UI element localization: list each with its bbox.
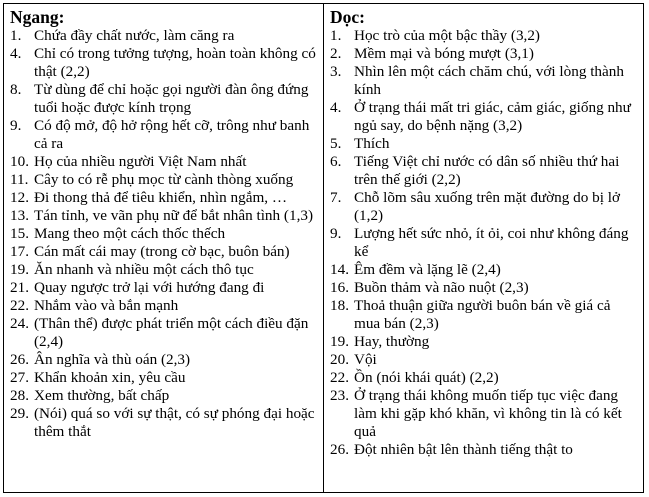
clue-number: 15.	[10, 225, 29, 242]
down-clue	[330, 369, 639, 387]
clue-text: Chỉ có trong tưởng tượng, hoàn toàn không có thật (2,2)	[34, 45, 316, 80]
down-clue	[330, 261, 639, 279]
clue-number: 4.	[10, 45, 22, 62]
clue-number: 2.	[330, 45, 342, 62]
clue-number: 19.	[330, 333, 349, 350]
across-clue	[10, 243, 319, 261]
clue-text: Êm đềm và lặng lẽ (2,4)	[354, 261, 501, 278]
clue-text: Hay, thường	[354, 333, 430, 350]
down-title: Dọc:	[330, 7, 365, 27]
clue-text: Chứa đầy chất nước, làm căng ra	[34, 27, 235, 44]
clue-number: 14.	[330, 261, 349, 278]
across-clue	[10, 153, 319, 171]
down-clue	[330, 63, 639, 99]
down-clue	[330, 387, 639, 441]
clue-text: Cây to có rễ phụ mọc từ cành thòng xuống	[34, 171, 294, 188]
clue-text: Ở trạng thái mất tri giác, cảm giác, giống như ngủ say, do bệnh nặng (3,2)	[354, 99, 631, 134]
across-clue	[10, 27, 319, 45]
clue-number: 13.	[10, 207, 29, 224]
clue-text: Thoả thuận giữa người buôn bán về giá cả mua bán (2,3)	[354, 297, 611, 332]
clue-number: 23.	[330, 387, 349, 404]
down-clue	[330, 189, 639, 225]
clue-number: 17.	[10, 243, 29, 260]
clue-number: 12.	[10, 189, 29, 206]
clue-number: 27.	[10, 369, 29, 386]
clue-number: 1.	[330, 27, 342, 44]
across-clue	[10, 81, 319, 117]
clue-number: 7.	[330, 189, 342, 206]
clue-number: 22.	[10, 297, 29, 314]
clue-text: Ăn nhanh và nhiều một cách thô tục	[34, 261, 254, 278]
across-clue-list	[10, 27, 319, 441]
down-clue	[330, 99, 639, 135]
clue-text: Từ dùng để chỉ hoặc gọi người đàn ông đứng tuổi hoặc được kính trọng	[34, 81, 309, 116]
down-clue	[330, 135, 639, 153]
clue-text: Học trò của một bậc thầy (3,2)	[354, 27, 540, 44]
clue-number: 29.	[10, 405, 29, 422]
down-clue	[330, 45, 639, 63]
clue-number: 22.	[330, 369, 349, 386]
clue-text: (Nói) quá so với sự thật, có sự phóng đại hoặc thêm thắt	[34, 405, 315, 440]
across-clue	[10, 117, 319, 153]
clue-text: Tiếng Việt chỉ nước có dân số nhiều thứ hai trên thế giới (2,2)	[354, 153, 620, 188]
across-clue	[10, 279, 319, 297]
across-clue	[10, 189, 319, 207]
down-clue	[330, 351, 639, 369]
clue-number: 26.	[330, 441, 349, 458]
clue-number: 26.	[10, 351, 29, 368]
clue-number: 19.	[10, 261, 29, 278]
clue-text: Vội	[354, 351, 377, 368]
across-clue	[10, 315, 319, 351]
down-clue	[330, 279, 639, 297]
clue-number: 3.	[330, 63, 342, 80]
clue-text: Mềm mại và bóng mượt (3,1)	[354, 45, 534, 62]
clue-number: 16.	[330, 279, 349, 296]
clue-text: Quay ngược trở lại với hướng đang đi	[34, 279, 265, 296]
clue-number: 8.	[10, 81, 22, 98]
clue-number: 1.	[10, 27, 22, 44]
clue-number: 9.	[330, 225, 342, 242]
crossword-clue-table	[3, 3, 644, 493]
clue-text: Ồn (nói khái quát) (2,2)	[354, 369, 499, 386]
clue-text: Đột nhiên bật lên thành tiếng thật to	[354, 441, 573, 458]
across-clue	[10, 207, 319, 225]
clue-text: Nhắm vào và bắn mạnh	[34, 297, 179, 314]
down-clue	[330, 27, 639, 45]
clue-text: Ân nghĩa và thù oán (2,3)	[34, 351, 191, 368]
across-clue	[10, 351, 319, 369]
across-clue	[10, 369, 319, 387]
clue-text: Lượng hết sức nhỏ, ít ỏi, coi như không đáng kể	[354, 225, 629, 260]
clue-number: 10.	[10, 153, 29, 170]
across-clue	[10, 297, 319, 315]
clue-text: Đi thong thả để tiêu khiển, nhìn ngắm, …	[34, 189, 288, 206]
clue-text: Thích	[354, 135, 390, 152]
across-clue	[10, 261, 319, 279]
clue-number: 5.	[330, 135, 342, 152]
clue-number: 18.	[330, 297, 349, 314]
clue-text: Tán tỉnh, ve vãn phụ nữ để bắt nhân tình (1,3)	[34, 207, 314, 224]
clue-text: Khẩn khoản xin, yêu cầu	[34, 369, 186, 386]
down-clue	[330, 333, 639, 351]
across-clue	[10, 171, 319, 189]
clue-text: Mang theo một cách thốc thếch	[34, 225, 226, 242]
clue-number: 4.	[330, 99, 342, 116]
down-clue	[330, 297, 639, 333]
down-clue	[330, 153, 639, 189]
across-clue	[10, 387, 319, 405]
clue-text: (Thân thể) được phát triển một cách điều đặn (2,4)	[34, 315, 309, 350]
down-column	[324, 4, 643, 492]
clue-text: Ở trạng thái không muốn tiếp tục việc đang làm khi gặp khó khăn, vì không tin là có kết quả	[354, 387, 622, 440]
down-clue	[330, 441, 639, 459]
clue-text: Buồn thảm và não nuột (2,3)	[354, 279, 529, 296]
clue-number: 21.	[10, 279, 29, 296]
clue-text: Xem thường, bất chấp	[34, 387, 170, 404]
clue-number: 11.	[10, 171, 29, 188]
across-column	[4, 4, 324, 492]
clue-number: 6.	[330, 153, 342, 170]
across-clue	[10, 45, 319, 81]
down-clue	[330, 225, 639, 261]
clue-number: 9.	[10, 117, 22, 134]
clue-text: Nhìn lên một cách chăm chú, với lòng thành kính	[354, 63, 624, 98]
clue-number: 24.	[10, 315, 29, 332]
across-title: Ngang:	[10, 7, 65, 27]
across-clue	[10, 225, 319, 243]
clue-text: Họ của nhiều người Việt Nam nhất	[34, 153, 247, 170]
clue-number: 20.	[330, 351, 349, 368]
clue-text: Chỗ lõm sâu xuống trên mặt đường do bị lở (1,2)	[354, 189, 621, 224]
down-clue-list	[330, 27, 639, 459]
across-clue	[10, 405, 319, 441]
clue-number: 28.	[10, 387, 29, 404]
clue-text: Cán mất cái may (trong cờ bạc, buôn bán)	[34, 243, 290, 260]
clue-text: Có độ mở, độ hở rộng hết cỡ, trông như banh cả ra	[34, 117, 310, 152]
